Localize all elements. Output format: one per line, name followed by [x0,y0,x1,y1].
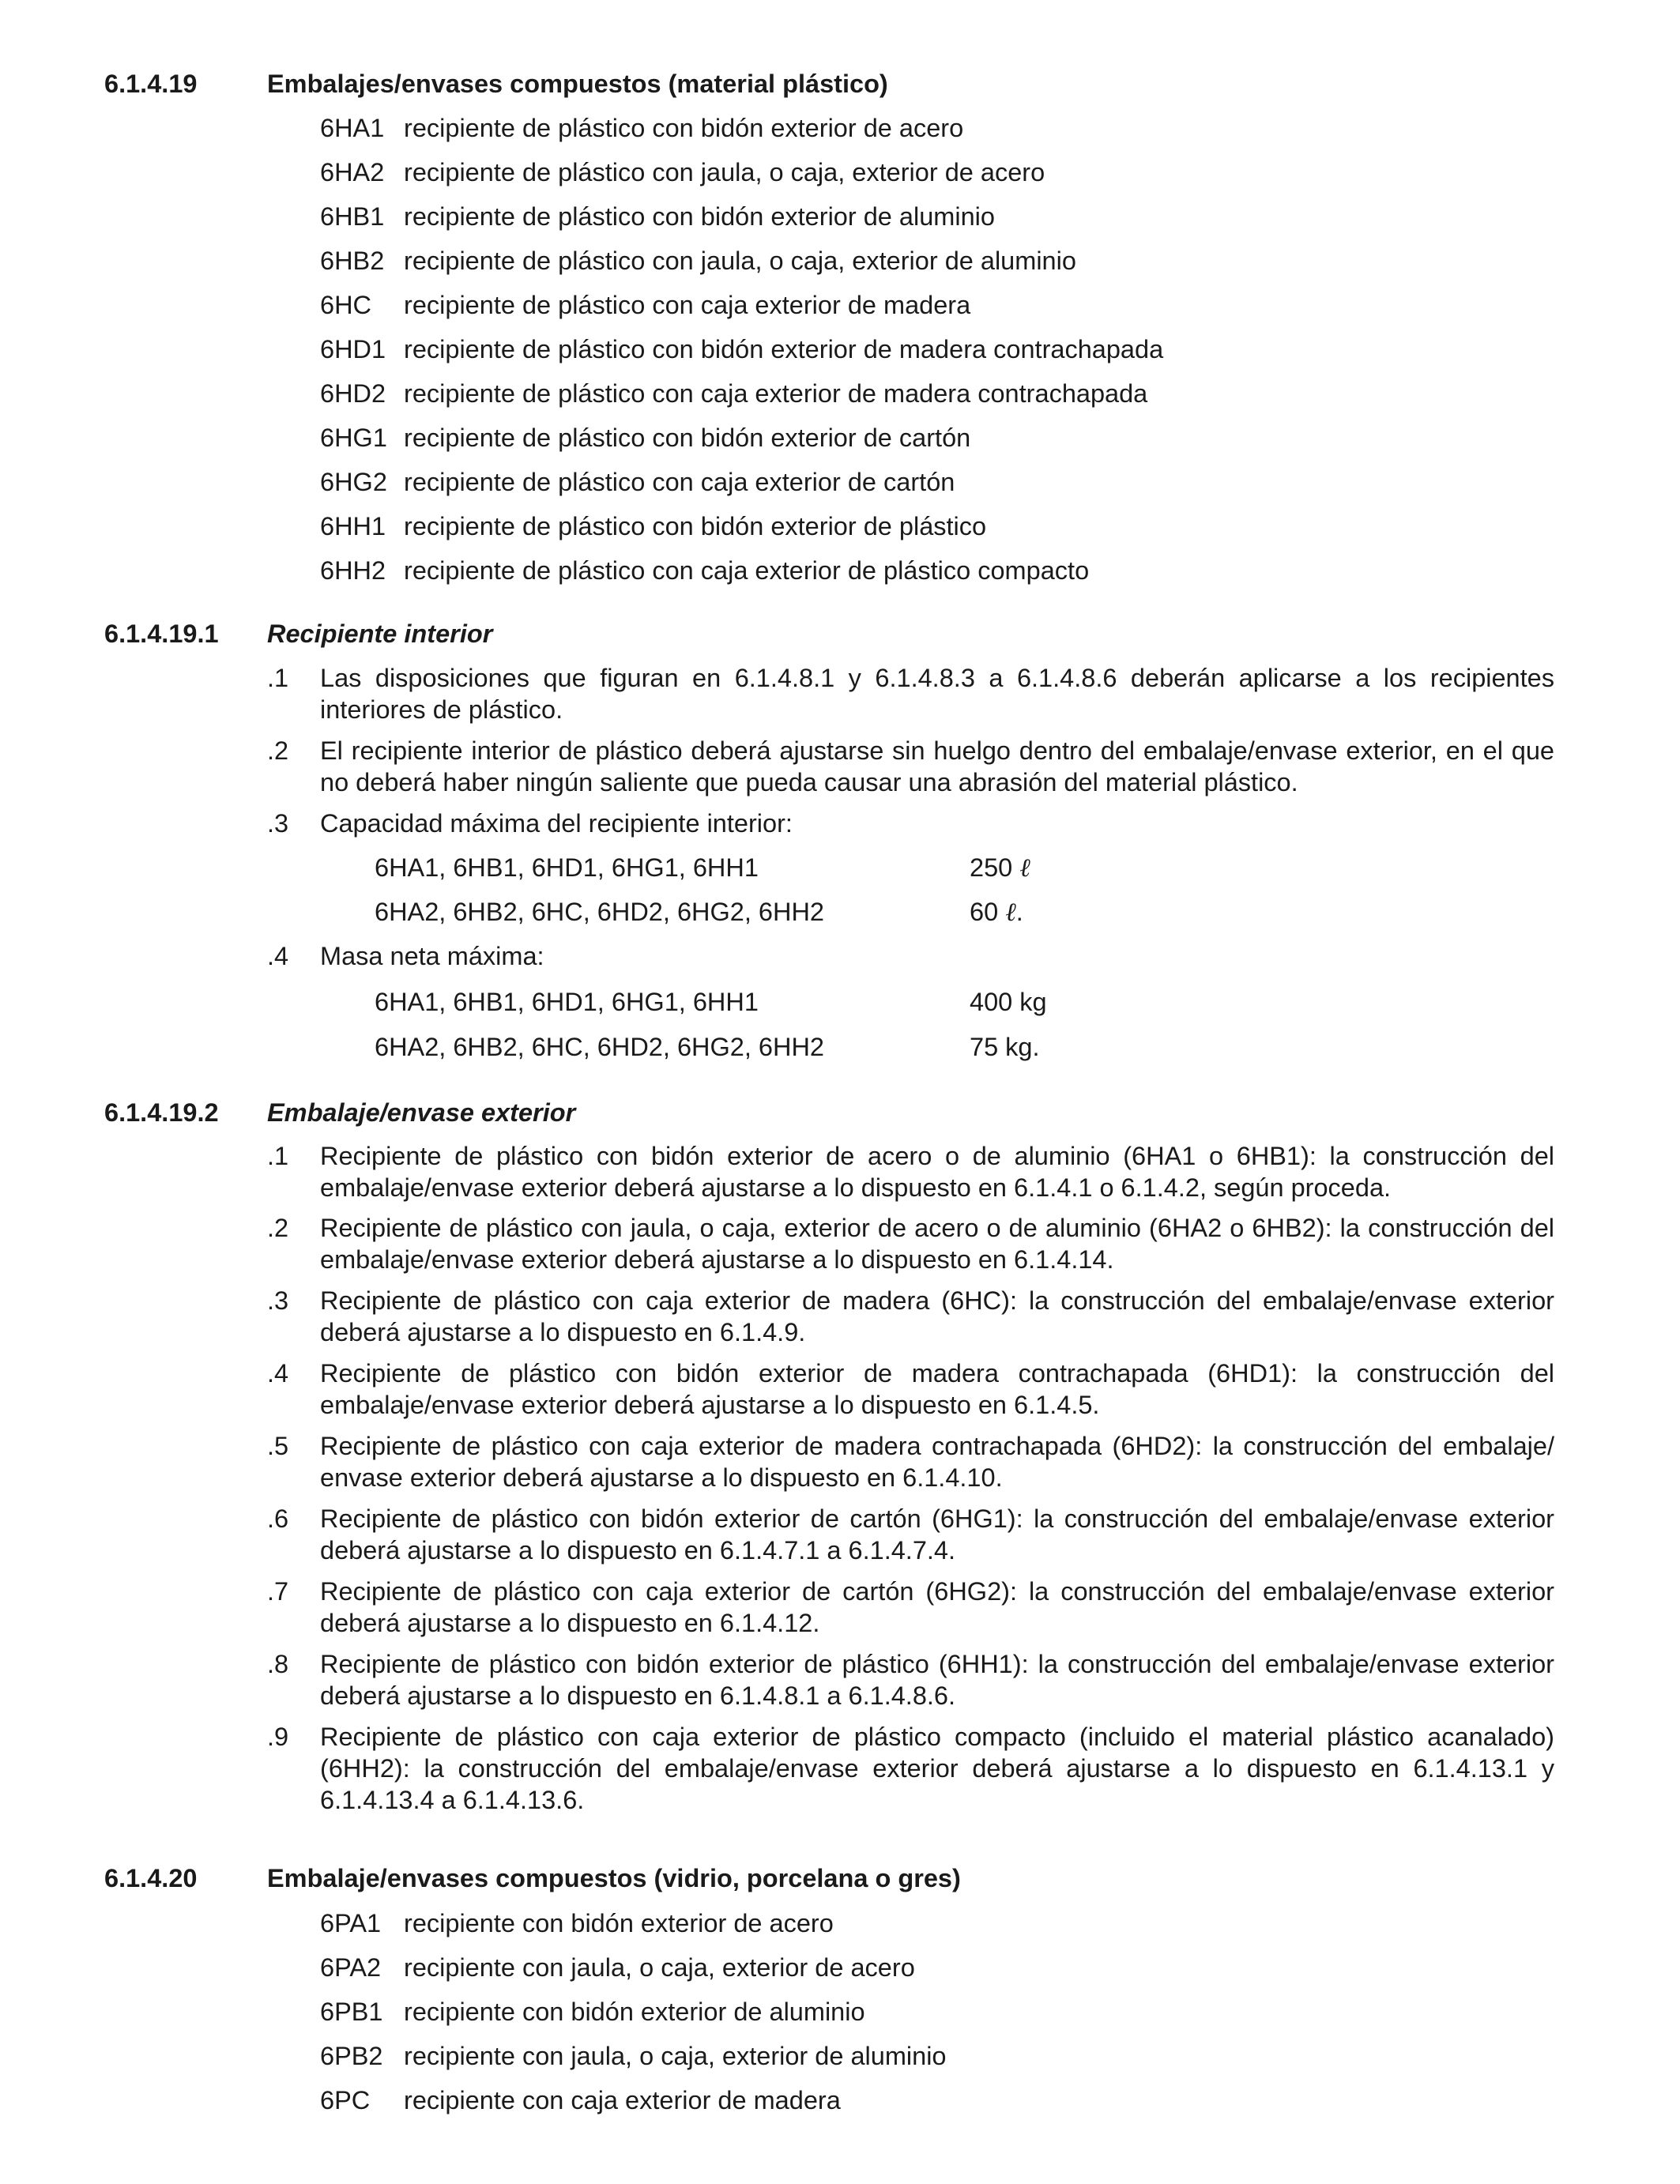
litre-symbol: ℓ [1005,897,1016,927]
packaging-codes: 6HA1, 6HB1, 6HD1, 6HG1, 6HH1 [375,988,759,1016]
mass-value: 400 kg [970,988,1047,1016]
packaging-code: 6PA1 [320,1909,382,1937]
packaging-code: 6HG2 [320,468,387,496]
code-list-item [320,289,1584,322]
item-text: Recipiente de plástico con bidón exterior de plástico (6HH1): la construcción del embalaje/envase exterior deberá ajustarse a lo dispuesto en 6.1.4.8.1 a 6.1.4.8.6. [320,1650,1554,1710]
packaging-description: recipiente con bidón exterior de acero [404,1909,834,1937]
item-text: Las disposiciones que figuran en 6.1.4.8.1 y 6.1.4.8.3 a 6.1.4.8.6 deberán aplicarse a los recipientes interiores de plástico. [320,664,1554,724]
code-list-item [320,378,1584,411]
item-text: Masa neta máxima: [320,942,544,970]
section-title: Embalajes/envases compuestos (material plástico) [267,70,888,98]
item-text: El recipiente interior de plástico deberá ajustarse sin huelgo dentro del embalaje/envase exterior, en el que no deberá haber ningún saliente que pueda causar una abrasión del material plástico. [320,736,1554,796]
packaging-code: 6HD1 [320,335,386,363]
code-list-item [320,333,1584,367]
mass-row [375,986,1165,1019]
packaging-description: recipiente con jaula, o caja, exterior de acero [404,1953,915,1982]
packaging-description: recipiente de plástico con bidón exterior de aluminio [404,202,995,231]
section-heading-6-1-4-19-2 [104,1097,1566,1130]
section-heading-6-1-4-19-1 [104,618,1566,651]
mass-value: 75 kg. [970,1033,1040,1061]
item-text: Recipiente de plástico con jaula, o caja, exterior de acero o de aluminio (6HA2 o 6HB2): la construcción del embalaje/envase exterior deberá ajustarse a lo dispuesto en 6.1.4.14. [320,1214,1554,1274]
packaging-code: 6HH2 [320,556,386,585]
item-number: .8 [267,1650,289,1678]
code-list-item [320,1996,1584,2029]
section-heading-6-1-4-19 [104,68,1566,101]
packaging-code: 6HB1 [320,202,385,231]
code-list-item [320,555,1584,588]
packaging-codes: 6HA2, 6HB2, 6HC, 6HD2, 6HG2, 6HH2 [375,898,824,926]
code-list-item [320,1907,1584,1941]
packaging-code: 6HA2 [320,158,385,186]
section-number: 6.1.4.20 [104,1864,198,1892]
section-number: 6.1.4.19.1 [104,619,219,648]
item-text: Recipiente de plástico con bidón exterior de cartón (6HG1): la construcción del embalaje/envase exterior deberá ajustarse a lo dispuesto en 6.1.4.7.1 a 6.1.4.7.4. [320,1504,1554,1565]
packaging-description: recipiente de plástico con bidón exterior de madera contrachapada [404,335,1164,363]
item-text: Recipiente de plástico con caja exterior de cartón (6HG2): la construcción del embalaje/envase exterior deberá ajustarse a lo dispuesto en 6.1.4.12. [320,1577,1554,1637]
packaging-description: recipiente con bidón exterior de aluminio [404,1998,865,2026]
packaging-code: 6HH1 [320,512,386,540]
item-number: .1 [267,664,289,692]
section-number: 6.1.4.19.2 [104,1098,219,1127]
item-number: .6 [267,1504,289,1533]
packaging-description: recipiente de plástico con caja exterior de cartón [404,468,955,496]
capacity-row [375,896,1165,929]
packaging-code: 6HD2 [320,379,386,408]
item-number: .3 [267,809,289,838]
packaging-description: recipiente de plástico con bidón exterior de cartón [404,424,971,452]
packaging-code: 6PB2 [320,2042,383,2070]
packaging-codes: 6HA1, 6HB1, 6HD1, 6HG1, 6HH1 [375,853,759,882]
item-number: .5 [267,1432,289,1460]
packaging-description: recipiente con caja exterior de madera [404,2086,841,2114]
item-number: .2 [267,1214,289,1242]
packaging-code: 6HG1 [320,424,387,452]
packaging-code: 6PC [320,2086,371,2114]
code-list-item [320,510,1584,544]
litre-symbol: ℓ [1019,853,1030,883]
packaging-code: 6HC [320,291,372,319]
code-list-item [320,201,1584,234]
code-list-item [320,1952,1584,1985]
item-number: .1 [267,1142,289,1170]
capacity-value: 60 ℓ. [970,897,1023,927]
section-title: Embalaje/envases compuestos (vidrio, porcelana o gres) [267,1864,961,1892]
item-number: .9 [267,1723,289,1751]
item-number: .4 [267,942,289,970]
code-list-item [320,112,1584,145]
capacity-row [375,852,1165,885]
packaging-description: recipiente de plástico con caja exterior de madera contrachapada [404,379,1148,408]
section-title: Recipiente interior [267,619,493,648]
item-text: Recipiente de plástico con bidón exterior de acero o de aluminio (6HA1 o 6HB1): la construcción del embalaje/envase exterior deberá ajustarse a lo dispuesto en 6.1.4.1 o 6.1.4.2, según proceda. [320,1142,1554,1202]
item-text: Capacidad máxima del recipiente interior: [320,809,793,838]
packaging-description: recipiente de plástico con caja exterior de madera [404,291,971,319]
item-number: .3 [267,1286,289,1315]
code-list-item [320,2084,1584,2118]
code-list-item [320,156,1584,190]
packaging-description: recipiente de plástico con bidón exterior de plástico [404,512,987,540]
item-text: Recipiente de plástico con caja exterior de madera (6HC): la construcción del embalaje/envase exterior deberá ajustarse a lo dispuesto en 6.1.4.9. [320,1286,1554,1346]
item-text: Recipiente de plástico con caja exterior de madera contrachapada (6HD2): la construcción del embalaje/ envase exterior deberá ajustarse a lo dispuesto en 6.1.4.10. [320,1432,1554,1492]
packaging-code: 6HA1 [320,114,385,142]
section-number: 6.1.4.19 [104,70,198,98]
packaging-description: recipiente de plástico con bidón exterior de acero [404,114,964,142]
item-text: Recipiente de plástico con caja exterior de plástico compacto (incluido el material plástico acanalado) (6HH2): la construcción del embalaje/envase exterior deberá ajustarse a lo dispuesto en 6.1.4.13.1 y 6.1.4.13.4 a 6.1.4.13.6. [320,1723,1554,1814]
code-list-item [320,245,1584,278]
item-number: .2 [267,736,289,765]
code-list-item [320,2040,1584,2073]
mass-row [375,1031,1165,1064]
section-title: Embalaje/envase exterior [267,1098,576,1127]
code-list-item [320,466,1584,499]
section-heading-6-1-4-20 [104,1862,1566,1896]
item-number: .4 [267,1359,289,1388]
packaging-codes: 6HA2, 6HB2, 6HC, 6HD2, 6HG2, 6HH2 [375,1033,824,1061]
packaging-code: 6HB2 [320,247,385,275]
code-list-item [320,422,1584,455]
packaging-description: recipiente de plástico con jaula, o caja, exterior de aluminio [404,247,1076,275]
capacity-value: 250 ℓ [970,853,1030,883]
packaging-description: recipiente con jaula, o caja, exterior de aluminio [404,2042,947,2070]
packaging-description: recipiente de plástico con jaula, o caja, exterior de acero [404,158,1045,186]
packaging-description: recipiente de plástico con caja exterior de plástico compacto [404,556,1090,585]
item-text: Recipiente de plástico con bidón exterior de madera contrachapada (6HD1): la construcción del embalaje/envase exterior deberá ajustarse a lo dispuesto en 6.1.4.5. [320,1359,1554,1419]
packaging-code: 6PB1 [320,1998,383,2026]
packaging-code: 6PA2 [320,1953,382,1982]
item-number: .7 [267,1577,289,1606]
